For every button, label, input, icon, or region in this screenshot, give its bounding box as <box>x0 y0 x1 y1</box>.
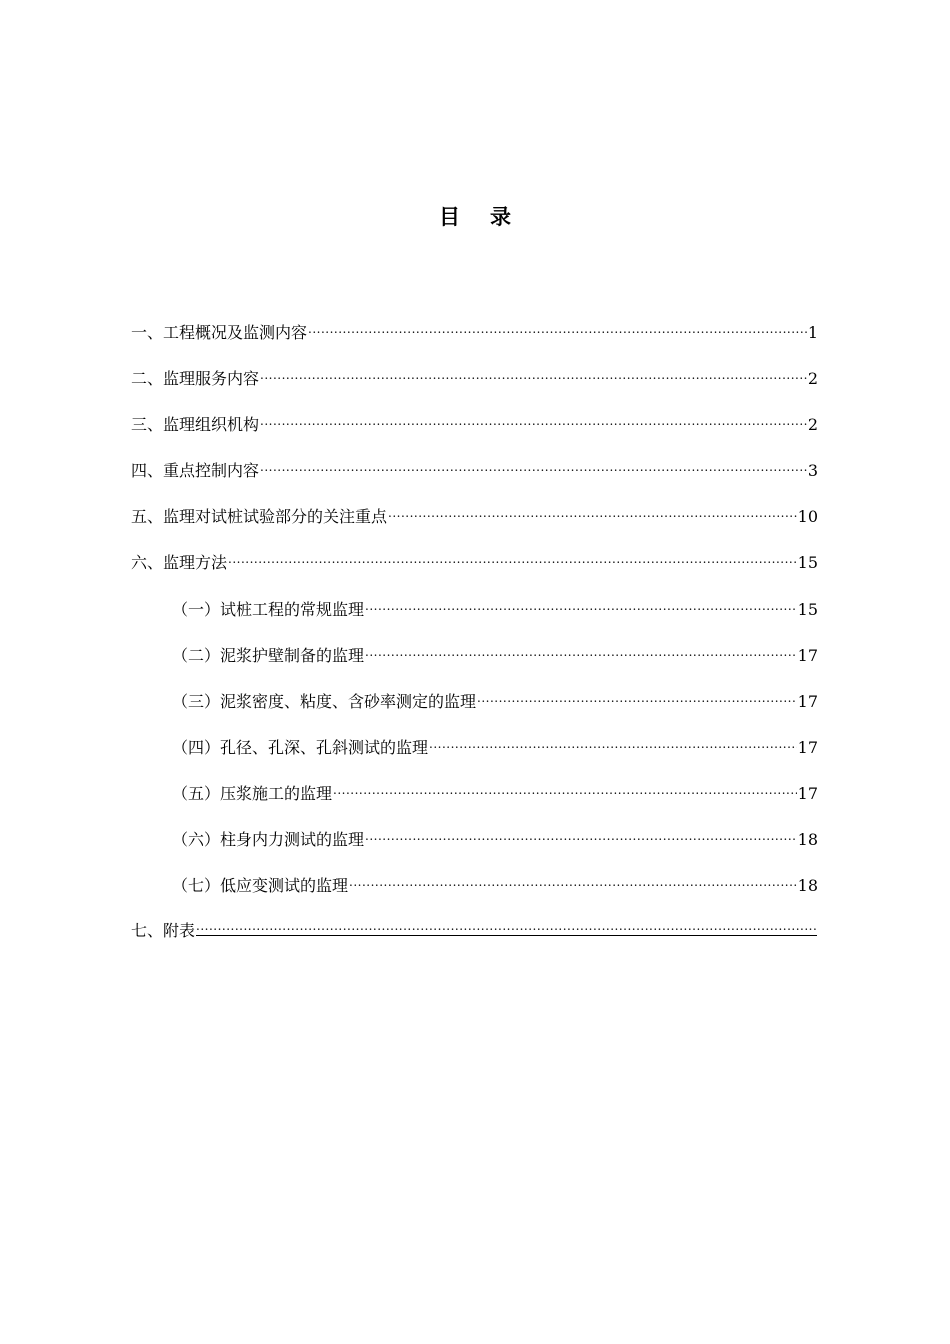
toc-entry-text: 四、重点控制内容 <box>131 461 260 481</box>
toc-entry-text: 二、监理服务内容 <box>131 369 260 389</box>
table-of-contents <box>131 314 818 959</box>
toc-page-number: 17 <box>797 645 818 665</box>
toc-subentry[interactable] <box>131 867 818 913</box>
toc-page-number: 18 <box>797 876 818 896</box>
toc-entry-text: 五、监理对试桩试验部分的关注重点 <box>131 507 388 527</box>
toc-subentry[interactable] <box>131 775 818 821</box>
toc-entry[interactable] <box>131 406 818 452</box>
toc-page-number: 3 <box>807 461 818 481</box>
toc-entry-text: 三、监理组织机构 <box>131 415 260 435</box>
toc-dot-leader <box>308 314 807 338</box>
toc-entry-text: （一）试桩工程的常规监理 <box>172 599 365 619</box>
toc-subentry[interactable] <box>131 729 818 775</box>
toc-entry[interactable] <box>131 498 818 544</box>
toc-page-number: 10 <box>797 507 818 527</box>
toc-dot-leader <box>365 821 797 845</box>
toc-subentry[interactable] <box>131 821 818 867</box>
toc-page-number: 2 <box>807 415 818 435</box>
toc-dot-leader <box>260 406 807 430</box>
toc-page-number: 18 <box>797 830 818 850</box>
toc-entry-text: （二）泥浆护壁制备的监理 <box>172 645 365 665</box>
toc-subentry[interactable] <box>131 637 818 683</box>
toc-dot-leader <box>477 683 797 707</box>
toc-dot-leader <box>365 591 797 615</box>
toc-entry-text: （七）低应变测试的监理 <box>172 876 349 896</box>
toc-page-number: 17 <box>797 737 818 757</box>
toc-entry-text: 七、附表 <box>131 921 196 941</box>
toc-entry-text: （六）柱身内力测试的监理 <box>172 830 365 850</box>
toc-page-number: 17 <box>797 783 818 803</box>
toc-dot-leader <box>388 498 797 522</box>
toc-dot-leader <box>429 729 797 753</box>
toc-entry-text: （五）压浆施工的监理 <box>172 783 333 803</box>
toc-page-number: 1 <box>807 323 818 342</box>
toc-entry[interactable] <box>131 360 818 406</box>
toc-entry[interactable] <box>131 544 818 590</box>
toc-page-number: 2 <box>807 369 818 389</box>
toc-entry-text: 六、监理方法 <box>131 553 228 573</box>
toc-entry[interactable] <box>131 913 818 959</box>
toc-dot-leader <box>365 637 797 661</box>
toc-page-number: 15 <box>797 553 818 573</box>
toc-dot-leader <box>260 360 807 384</box>
toc-page-number: 17 <box>797 691 818 711</box>
page-title: 目录 <box>439 204 541 229</box>
toc-entry-text: （四）孔径、孔深、孔斜测试的监理 <box>172 737 429 757</box>
toc-entry[interactable] <box>131 314 818 360</box>
toc-dot-leader <box>196 913 817 936</box>
toc-subentry[interactable] <box>131 683 818 729</box>
toc-dot-leader <box>349 867 797 891</box>
toc-entry-text: 一、工程概况及监测内容 <box>131 323 308 342</box>
toc-entry-text: （三）泥浆密度、粘度、含砂率测定的监理 <box>172 691 477 711</box>
toc-subentry[interactable] <box>131 591 818 637</box>
toc-dot-leader <box>228 544 797 568</box>
toc-dot-leader <box>260 452 807 476</box>
toc-page-number: 15 <box>797 599 818 619</box>
toc-entry[interactable] <box>131 452 818 498</box>
toc-dot-leader <box>333 775 797 799</box>
